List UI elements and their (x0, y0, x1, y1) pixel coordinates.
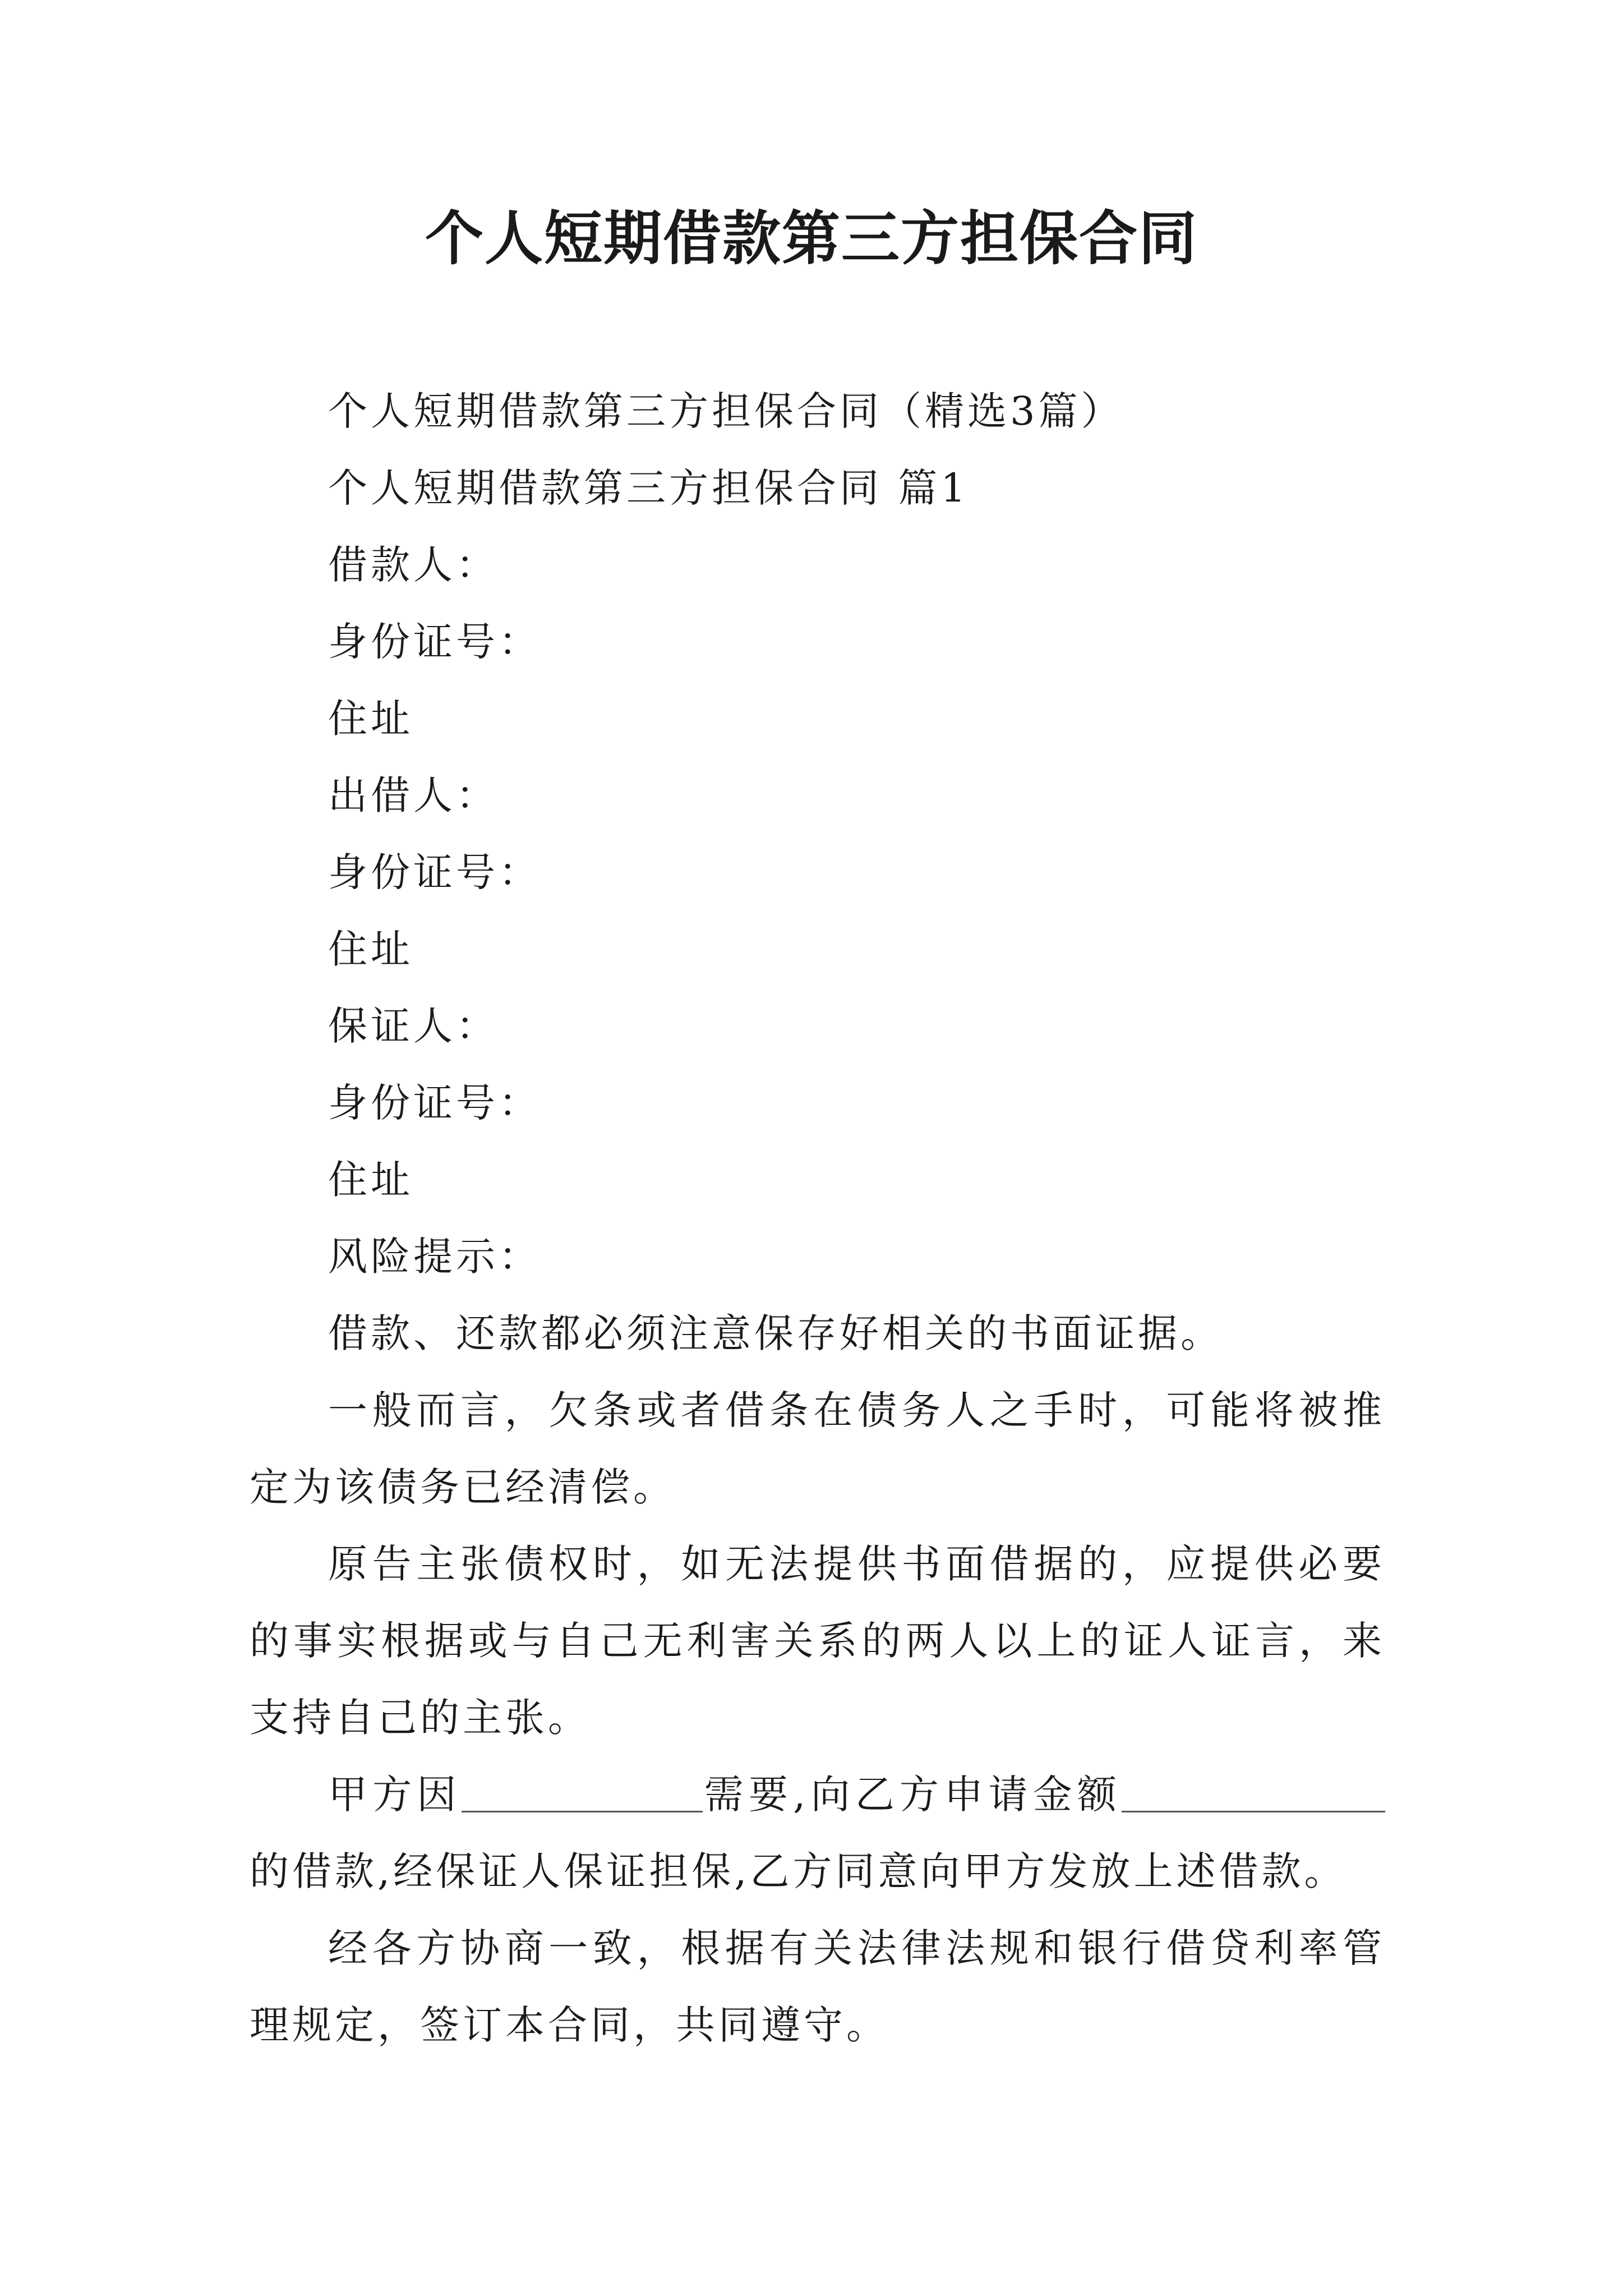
lender-address-label: 住址 (328, 926, 413, 972)
paragraph-evidence: 借款、还款都必须注意保存好相关的书面证据。 (328, 1310, 1223, 1356)
guarantor-label: 保证人： (328, 1003, 499, 1049)
guarantor-address-label: 住址 (328, 1157, 413, 1203)
loan-request-text-c: 的借款,经保证人保证担保,乙方同意向甲方发放上述借款。 (250, 1848, 1347, 1894)
loan-request-text-b: 需要,向乙方申请金额 (702, 1772, 1122, 1818)
guarantor-id-label: 身份证号： (328, 1080, 541, 1126)
purpose-blank-line (462, 1772, 703, 1812)
amount-blank-line (1122, 1772, 1385, 1812)
document-title: 个人短期借款第三方担保合同 (425, 204, 1198, 273)
paragraph-debt-note: 一般而言，欠条或者借条在债务人之手时，可能将被推定为该债务已经清偿。 (250, 1387, 1385, 1510)
lender-id-label: 身份证号： (328, 849, 541, 895)
paragraph-agreement: 经各方协商一致，根据有关法律法规和银行借贷利率管理规定，签订本合同，共同遵守。 (250, 1925, 1385, 2048)
borrower-address-label: 住址 (328, 696, 413, 742)
document-subtitle: 个人短期借款第三方担保合同（精选3篇） (328, 388, 1124, 434)
lender-label: 出借人： (328, 772, 499, 818)
document-body (250, 373, 1385, 2064)
loan-request-text-a: 甲方因 (328, 1772, 462, 1818)
risk-label: 风险提示： (328, 1234, 541, 1280)
borrower-label: 借款人： (328, 542, 499, 588)
borrower-id-label: 身份证号： (328, 619, 541, 665)
paragraph-claim: 原告主张债权时，如无法提供书面借据的，应提供必要的事实根据或与自己无利害关系的两人以上的证人证言，来支持自己的主张。 (250, 1541, 1385, 1741)
section-heading: 个人短期借款第三方担保合同 篇1 (328, 465, 969, 511)
paragraph-loan-request (250, 1756, 1385, 1910)
